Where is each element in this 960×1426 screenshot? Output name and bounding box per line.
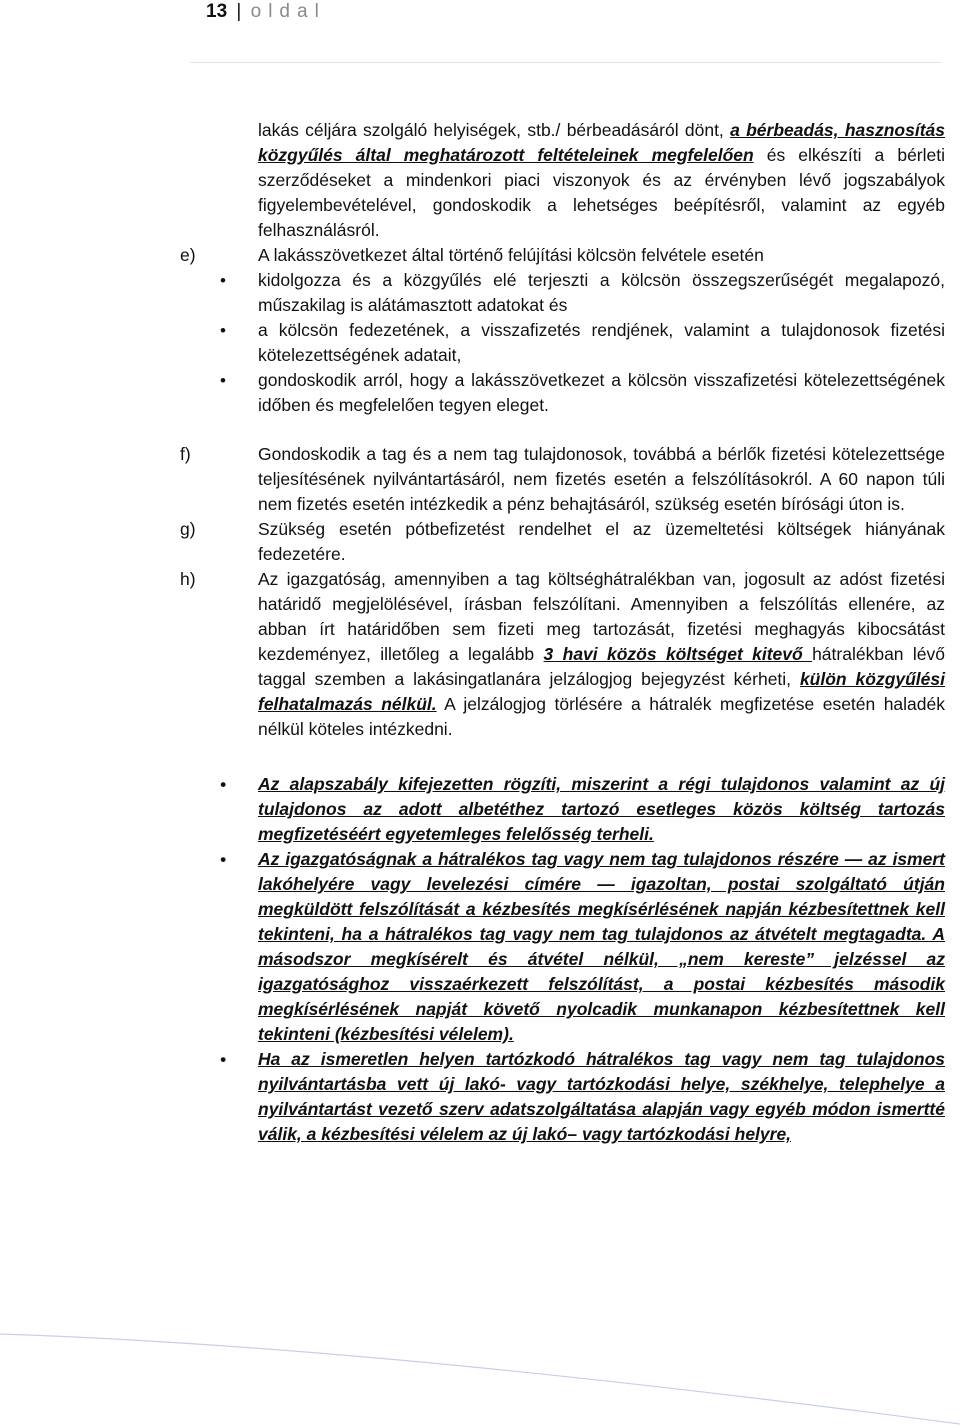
item-h bbox=[180, 567, 945, 742]
item-label: e) bbox=[180, 245, 196, 265]
continued-paragraph bbox=[180, 118, 945, 243]
emphasis-run: külön közgyűlési felhatalmazás nélkül. bbox=[258, 669, 945, 714]
list-item: • Ha az ismeretlen helyen tartózkodó hátralékos tag vagy nem tag tulajdonos nyilvántartásba vett új lakó- vagy tartózkodási helye, székhelye, telephelye a nyilvántartást vezető szerv adatszolgáltatása alapján vagy egyéb módon ismertté válik, a kézbesítési vélelem az új lakó– vagy tartózkodási helyre, bbox=[258, 1047, 945, 1147]
list-item: • gondoskodik arról, hogy a lakásszövetkezet a kölcsön visszafizetési kötelezettségének időben és megfelelően tegyen eleget. bbox=[258, 368, 945, 418]
item-f bbox=[180, 442, 945, 517]
emphasis-run: a bérbeadás, hasznosítás közgyűlés által meghatározott feltételeinek megfelelően bbox=[258, 120, 945, 165]
page-number-separator: | bbox=[236, 1, 242, 22]
text-run: hátralékban lévő taggal szemben a lakásingatlanára jelzálogjog bejegyzést kérheti, bbox=[258, 644, 945, 689]
document-body bbox=[180, 118, 945, 1147]
emphasized-bullet-list bbox=[180, 772, 945, 1147]
footer-decoration bbox=[0, 1300, 960, 1426]
list-item: • Az alapszabály kifejezetten rögzíti, miszerint a régi tulajdonos valamint az új tulajdonos az adott albetéthez tartozó esetleges közös költség tartozás megfizetéséért egyetemleges felelősség terheli. bbox=[258, 772, 945, 847]
item-g bbox=[180, 517, 945, 567]
text-run: lakás céljára szolgáló helyiségek, stb./ bérbeadásáról dönt, bbox=[258, 120, 731, 140]
list-item: • a kölcsön fedezetének, a visszafizetés rendjének, valamint a tulajdonosok fizetési kötelezettségének adatait, bbox=[258, 318, 945, 368]
item-e bbox=[180, 243, 945, 268]
text-run: A jelzálogjog törlésére a hátralék megfizetése esetén haladék nélkül köteles intézkedni. bbox=[258, 694, 946, 739]
item-label: h) bbox=[180, 569, 196, 589]
item-text: Gondoskodik a tag és a nem tag tulajdonosok, továbbá a bérlők fizetési kötelezettsége teljesítésének nyilvántartásáról, nem fizetés esetén a felszólításokról. A 60 napon túli nem fizetés esetén intézkedik a pénz behajtásáról, szükség esetén bírósági úton is. bbox=[258, 444, 945, 514]
item-intro: A lakásszövetkezet által történő felújítási kölcsön felvétele esetén bbox=[258, 245, 764, 265]
page-number: 13 bbox=[206, 1, 228, 22]
text-run: és elkészíti a bérleti szerződéseket a mindenkori piaci viszonyok és az érvényben lévő jogszabályok figyelembevételével, gondoskodik a lehetséges beépítésről, valamint az egyéb felhasználásról. bbox=[258, 145, 946, 240]
page-header bbox=[206, 0, 326, 30]
text-run: Az igazgatóság, amennyiben a tag költséghátralékban van, jogosult az adóst fizetési határidő megjelölésével, írásban felszólítani. Amennyiben a felszólítás ellenére, az abban írt határidőben sem fizeti meg tartozását, fizetési meghagyás kibocsátást kezdeményez, illetőleg a legalább bbox=[258, 569, 945, 664]
list-item: • Az igazgatóságnak a hátralékos tag vagy nem tag tulajdonos részére — az ismert lakóhelyére vagy levelezési címére — igazoltan, postai szolgáltató útján megküldött felszólítását a kézbesítés megkísérlésének napján kézbesítettnek kell tekinteni, ha a hátralékos tag vagy nem tag tulajdonos az átvételt megtagadta. A másodszor megkísérelt és átvétel nélkül, „nem kereste” jelzéssel az igazgatósághoz visszaérkezett felszólítást, a postai kézbesítés második megkísérlésének napját követő nyolcadik munkanapon kézbesítettnek kell tekinteni (kézbesítési vélelem). bbox=[258, 847, 945, 1047]
header-rule bbox=[190, 62, 942, 63]
page-word: oldal bbox=[250, 1, 326, 22]
item-text: Szükség esetén pótbefizetést rendelhet el az üzemeltetési költségek hiányának fedezetére. bbox=[258, 519, 945, 564]
item-e-bullet-list bbox=[180, 268, 945, 418]
item-label: g) bbox=[180, 519, 196, 539]
emphasis-run: 3 havi közös költséget kitevő bbox=[543, 644, 813, 664]
item-label: f) bbox=[180, 444, 191, 464]
list-item: • kidolgozza és a közgyűlés elé terjeszti a kölcsön összegszerűségét megalapozó, műszakilag is alátámasztott adatokat és bbox=[258, 268, 945, 318]
